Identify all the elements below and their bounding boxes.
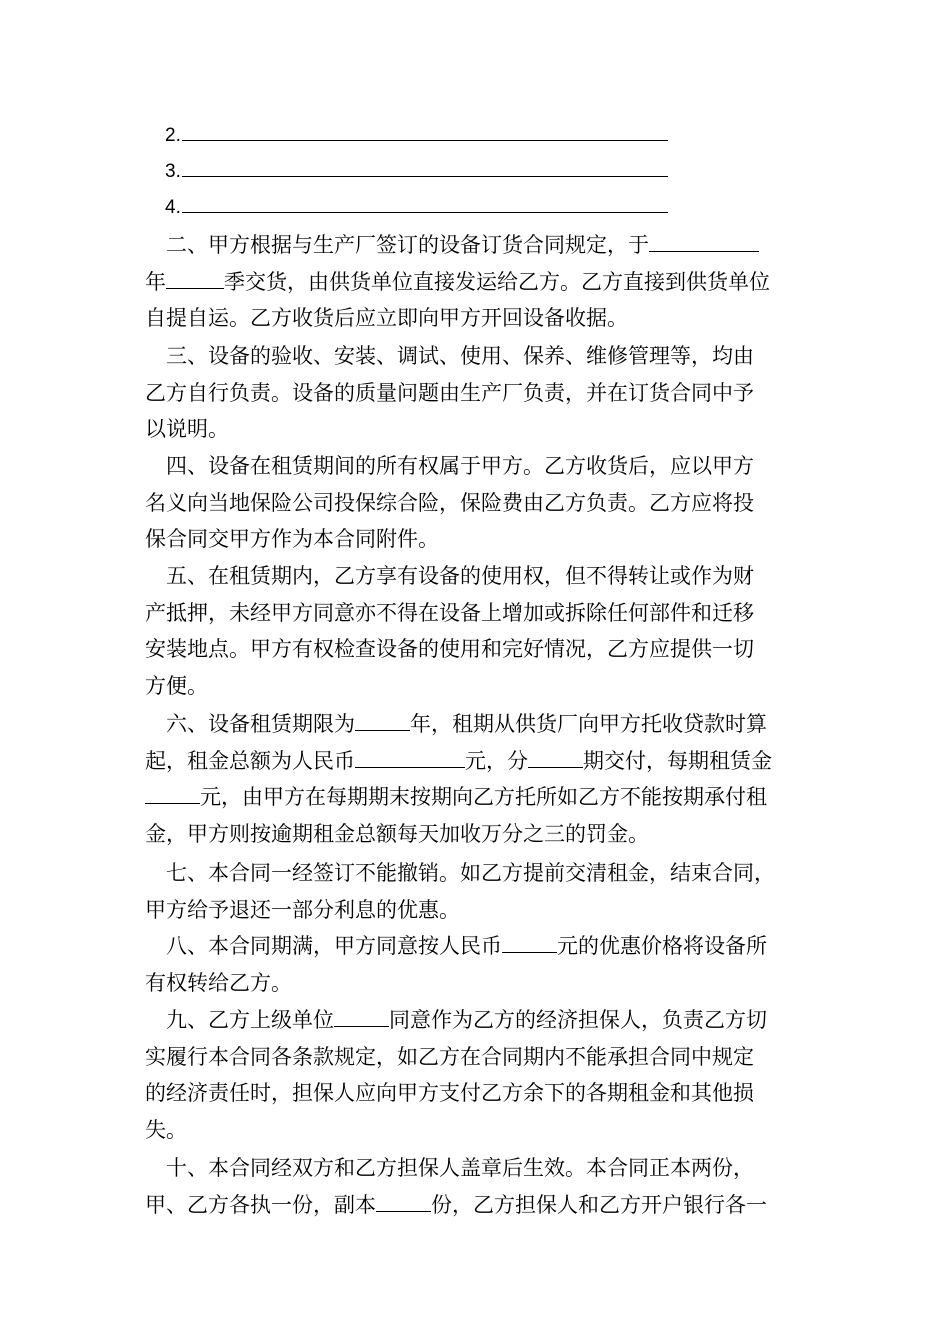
- clause-text: 期交付，每期租赁金: [583, 748, 772, 773]
- clause-text: 三、设备的验收、安装、调试、使用、保养、维修管理等，均由: [166, 344, 754, 368]
- fill-in-blank[interactable]: [145, 783, 200, 804]
- clause-line: [145, 558, 810, 595]
- clause-line: [145, 743, 810, 780]
- clause-line: [145, 965, 810, 1002]
- clause-line: [145, 892, 810, 929]
- fill-in-blank[interactable]: [182, 122, 668, 141]
- contract-clause: [145, 1150, 810, 1223]
- clause-text: 安装地点。甲方有权检查设备的使用和完好情况，乙方应提供一切: [145, 637, 754, 662]
- fill-in-blank[interactable]: [182, 158, 668, 177]
- clause-line: [145, 375, 810, 412]
- clause-text: 有权转给乙方。: [145, 970, 292, 995]
- clause-text: 产抵押，未经甲方同意亦不得在设备上增加或拆除任何部件和迁移: [145, 600, 754, 625]
- clause-text: 二、甲方根据与生产厂签订的设备订货合同规定，于: [166, 233, 649, 257]
- clause-text: 乙方自行负责。设备的质量问题由生产厂负责，并在订货合同中予: [145, 380, 754, 405]
- clause-text: 七、本合同一经签订不能撤销。如乙方提前交清租金，结束合同，: [166, 861, 775, 885]
- contract-clause: [145, 448, 810, 558]
- clause-text: 元的优惠价格将设备所: [557, 934, 767, 958]
- clause-line: [145, 595, 810, 632]
- numbered-blank-line: [165, 194, 668, 220]
- contract-clause: [145, 928, 810, 1001]
- clause-text: 实履行本合同各条款规定，如乙方在合同期内不能承担合同中规定: [145, 1044, 754, 1069]
- fill-in-blank[interactable]: [355, 747, 465, 768]
- clause-line: [145, 264, 810, 301]
- clause-line: [145, 411, 810, 448]
- numbered-blank-line: [165, 158, 668, 184]
- clause-line: [145, 1039, 810, 1076]
- clause-line: [145, 1150, 810, 1187]
- clause-line: [145, 928, 810, 965]
- line-number: 3.: [165, 161, 181, 182]
- contract-clause: [145, 558, 810, 704]
- clause-text: 的经济责任时，担保人应向甲方支付乙方余下的各期租金和其他损: [145, 1081, 754, 1106]
- clause-line: [145, 779, 810, 816]
- numbered-blank-line: [165, 122, 668, 148]
- fill-in-blank[interactable]: [166, 268, 224, 289]
- clause-line: [145, 855, 810, 892]
- clause-text: 年，租期从供货厂向甲方托收贷款时算: [410, 712, 767, 736]
- contract-clause: [145, 338, 810, 448]
- contract-clause: [145, 227, 810, 337]
- contract-clause: [145, 706, 810, 852]
- clause-text: 同意作为乙方的经济担保人，负责乙方切: [389, 1008, 767, 1032]
- clause-text: 元，由甲方在每期期末按期向乙方托所如乙方不能按期承付租: [200, 785, 767, 810]
- clause-line: [145, 1002, 810, 1039]
- clause-line: [145, 631, 810, 668]
- fill-in-blank[interactable]: [182, 194, 668, 213]
- fill-in-blank[interactable]: [334, 1006, 389, 1027]
- clause-line: [145, 668, 810, 705]
- clause-text: 十、本合同经双方和乙方担保人盖章后生效。本合同正本两份，: [166, 1156, 754, 1180]
- clause-text: 失。: [145, 1117, 187, 1142]
- contract-clause: [145, 1002, 810, 1148]
- clause-line: [145, 521, 810, 558]
- clause-text: 九、乙方上级单位: [166, 1008, 334, 1032]
- clause-text: 六、设备租赁期限为: [166, 712, 355, 736]
- clause-text: 四、设备在租赁期间的所有权属于甲方。乙方收货后，应以甲方: [166, 454, 754, 478]
- clause-text: 五、在租赁期内，乙方享有设备的使用权，但不得转让或作为财: [166, 564, 754, 588]
- clause-line: [145, 338, 810, 375]
- clause-line: [145, 1187, 810, 1224]
- line-number: 2.: [165, 125, 181, 146]
- clause-line: [145, 1112, 810, 1149]
- clause-text: 保合同交甲方作为本合同附件。: [145, 527, 439, 552]
- clause-text: 份，乙方担保人和乙方开户银行各一: [431, 1192, 767, 1217]
- line-number: 4.: [165, 197, 181, 218]
- clause-line: [145, 485, 810, 522]
- contract-clause: [145, 855, 810, 928]
- clause-line: [145, 448, 810, 485]
- fill-in-blank[interactable]: [649, 231, 759, 252]
- clause-text: 元，分: [465, 748, 528, 773]
- clause-text: 名义向当地保险公司投保综合险，保险费由乙方负责。乙方应将投: [145, 490, 754, 515]
- clause-line: [145, 227, 810, 264]
- clause-text: 季交货，由供货单位直接发运给乙方。乙方直接到供货单位: [224, 269, 770, 294]
- clause-text: 自提自运。乙方收货后应立即向甲方开回设备收据。: [145, 306, 628, 331]
- fill-in-blank[interactable]: [502, 932, 557, 953]
- clause-text: 甲、乙方各执一份，副本: [145, 1192, 376, 1217]
- clause-line: [145, 1075, 810, 1112]
- clause-line: [145, 300, 810, 337]
- fill-in-blank[interactable]: [355, 710, 410, 731]
- clause-line: [145, 706, 810, 743]
- clause-text: 起，租金总额为人民币: [145, 748, 355, 773]
- clause-line: [145, 816, 810, 853]
- clause-text: 年: [145, 269, 166, 294]
- clause-text: 方便。: [145, 673, 208, 698]
- fill-in-blank[interactable]: [376, 1191, 431, 1212]
- fill-in-blank[interactable]: [528, 747, 583, 768]
- clause-text: 甲方给予退还一部分利息的优惠。: [145, 897, 460, 922]
- clause-text: 金，甲方则按逾期租金总额每天加收万分之三的罚金。: [145, 821, 649, 846]
- clause-text: 八、本合同期满，甲方同意按人民币: [166, 934, 502, 958]
- clause-text: 以说明。: [145, 417, 229, 442]
